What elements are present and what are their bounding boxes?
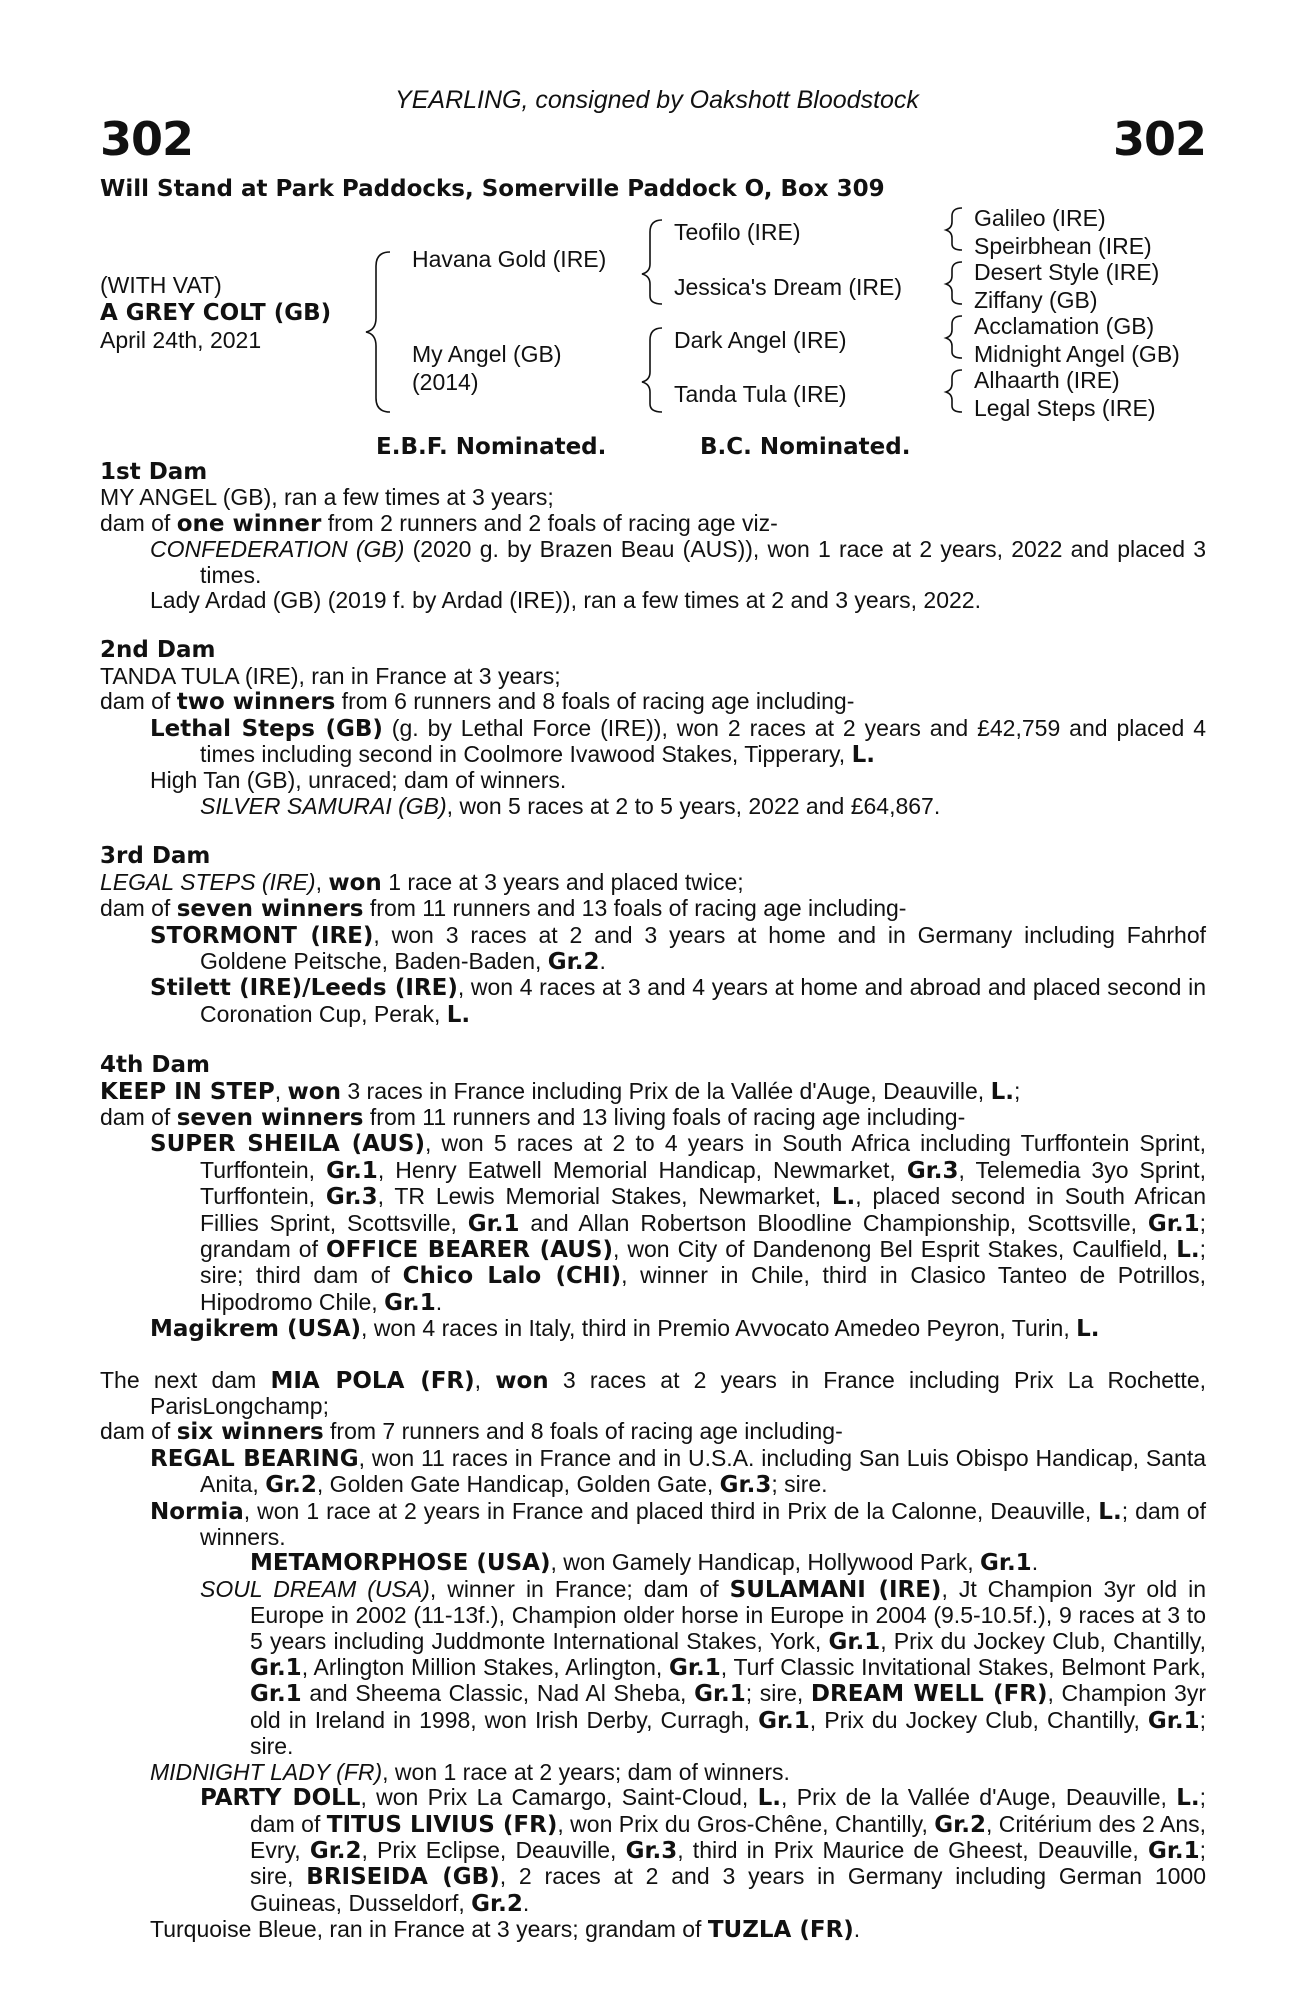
pedigree-sire-sire: Teofilo (IRE) [674, 219, 801, 245]
produce-record [100, 460, 1206, 1944]
dam2-offspring-1: Lethal Steps (GB) (g. by Lethal Force (IRE)), won 2 races at 2 years and £42,759 and placed 4 times including second in Coolmore Ivawood Stakes, Tipperary, L. [150, 714, 1206, 769]
pedigree-dam-dam: Tanda Tula (IRE) [674, 381, 847, 407]
next-dam-line1: The next dam MIA POLA (FR), won 3 races at 2 years in France including Prix La Rochette, ParisLongchamp; [100, 1366, 1206, 1419]
pedigree-g2: Speirbhean (IRE) [974, 233, 1152, 259]
next-dam-offspring-2a: METAMORPHOSE (USA), won Gamely Handicap, Hollywood Park, Gr.1. [250, 1549, 1039, 1577]
dam2-line2: dam of two winners from 6 runners and 8 foals of racing age including- [100, 688, 855, 716]
horse-name: A GREY COLT (GB) [100, 300, 332, 326]
dam2-heading: 2nd Dam [100, 637, 216, 664]
pedigree-dam-year: (2014) [412, 369, 479, 395]
dam4-offspring-2: Magikrem (USA), won 4 races in Italy, third in Premio Avvocato Amedeo Peyron, Turin, L. [150, 1315, 1100, 1343]
next-dam-offspring-3: MIDNIGHT LADY (FR), won 1 race at 2 years; dam of winners. [150, 1758, 790, 1785]
pedigree-sire: Havana Gold (IRE) [412, 246, 607, 272]
pedigree-g1: Galileo (IRE) [974, 205, 1106, 231]
dam4-line1: KEEP IN STEP, won 3 races in France including Prix de la Vallée d'Auge, Deauville, L.; [100, 1077, 1021, 1105]
dam3-offspring-2: Stilett (IRE)/Leeds (IRE), won 4 races at 3 and 4 years at home and abroad and placed second in Coronation Cup, Perak, L. [150, 974, 1206, 1028]
pedigree-g5: Acclamation (GB) [974, 313, 1155, 339]
dam2-offspring-2: High Tan (GB), unraced; dam of winners. [150, 767, 567, 794]
dam3-offspring-1: STORMONT (IRE), won 3 races at 2 and 3 years at home and in Germany including Fahrhof Goldene Peitsche, Baden-Baden, Gr.2. [150, 921, 1207, 975]
pedigree-dam-sire: Dark Angel (IRE) [674, 327, 847, 353]
page-subtitle: YEARLING, consigned by Oakshott Bloodstock [395, 86, 919, 114]
dam1-offspring-2: Lady Ardad (GB) (2019 f. by Ardad (IRE)), ran a few times at 2 and 3 years, 2022. [150, 587, 981, 614]
dam4-offspring-1: SUPER SHEILA (AUS), won 5 races at 2 to 4 years in South Africa including Turffontein Sprint, Turffontein, Gr.1, Henry Eatwell Memorial Handicap, Newmarket, Gr.3, Telemedia 3yo Sprint, Turffontein, Gr.3, TR Lewis Memorial Stakes, Newmarket, L., placed second in South African Fillies Sprint, Scottsville, Gr.1 and Allan Robertson Bloodline Championship, Scottsville, Gr.1; grandam of OFFICE BEARER (AUS), won City of Dandenong Bel Esprit Stakes, Caulfield, L.; sire; third dam of Chico Lalo (CHI), winner in Chile, third in Clasico Tanteo de Potrillos, Hipodromo Chile, Gr.1. [150, 1130, 1207, 1316]
dam1-offspring-1: CONFEDERATION (GB) (2020 g. by Brazen Beau (AUS)), won 1 race at 2 years, 2022 and placed 3 times. [150, 536, 1207, 588]
next-dam-offspring-4: Turquoise Bleue, ran in France at 3 years; grandam of TUZLA (FR). [150, 1916, 861, 1944]
dam3-heading: 3rd Dam [100, 843, 211, 870]
dam4-heading: 4th Dam [100, 1052, 210, 1079]
dam3-line1: LEGAL STEPS (IRE), won 1 race at 3 years and placed twice; [100, 868, 744, 896]
pedigree-g4: Ziffany (GB) [974, 287, 1098, 313]
vat-label: (WITH VAT) [100, 272, 222, 298]
pedigree-sire-dam: Jessica's Dream (IRE) [674, 274, 903, 300]
dam3-line2: dam of seven winners from 11 runners and 13 foals of racing age including- [100, 895, 907, 923]
dam4-line2: dam of seven winners from 11 runners and 13 living foals of racing age including- [100, 1103, 966, 1131]
next-dam-offspring-1: REGAL BEARING, won 11 races in France and in U.S.A. including San Luis Obispo Handicap, Santa Anita, Gr.2, Golden Gate Handicap, Golden Gate, Gr.3; sire. [150, 1444, 1206, 1499]
next-dam-offspring-2b: SOUL DREAM (USA), winner in France; dam of SULAMANI (IRE), Jt Champion 3yr old in Europe in 2002 (11-13f.), Champion older horse in Europe in 2004 (9.5-10.5f.), 9 races at 3 to 5 years including Juddmonte International Stakes, York, Gr.1, Prix du Jockey Club, Chantilly, Gr.1, Arlington Million Stakes, Arlington, Gr.1, Turf Classic Invitational Stakes, Belmont Park, Gr.1 and Sheema Classic, Nad Al Sheba, Gr.1; sire, DREAM WELL (FR), Champion 3yr old in Ireland in 1998, won Irish Derby, Curragh, Gr.1, Prix du Jockey Club, Chantilly, Gr.1; sire. [200, 1575, 1206, 1760]
dam1-heading: 1st Dam [100, 459, 208, 485]
pedigree-g6: Midnight Angel (GB) [974, 341, 1180, 367]
pedigree-dam: My Angel (GB) [412, 341, 562, 367]
foaling-date: April 24th, 2021 [100, 327, 262, 353]
dam2-offspring-3: SILVER SAMURAI (GB), won 5 races at 2 to 5 years, 2022 and £64,867. [200, 792, 941, 819]
dam1-line2: dam of one winner from 2 runners and 2 foals of racing age viz- [100, 509, 778, 537]
pedigree-g8: Legal Steps (IRE) [974, 395, 1156, 421]
next-dam-offspring-3a: PARTY DOLL, won Prix La Camargo, Saint-Cloud, L., Prix de la Vallée d'Auge, Deauville, L.; dam of TITUS LIVIUS (FR), won Prix du Gros-Chêne, Chantilly, Gr.2, Critérium des 2 Ans, Evry, Gr.2, Prix Eclipse, Deauville, Gr.3, third in Prix Maurice de Gheest, Deauville, Gr.1; sire, BRISEIDA (GB), 2 races at 2 and 3 years in Germany including German 1000 Guineas, Dusseldorf, Gr.2. [200, 1784, 1207, 1917]
ebf-nomination: E.B.F. Nominated. [376, 434, 607, 460]
dam2-line1: TANDA TULA (IRE), ran in France at 3 years; [100, 662, 561, 689]
lot-number-right: 302 [1112, 112, 1206, 166]
dam1-line1: MY ANGEL (GB), ran a few times at 3 years; [100, 484, 554, 511]
stand-location: Will Stand at Park Paddocks, Somerville Paddock O, Box 309 [100, 176, 885, 202]
pedigree-g7: Alhaarth (IRE) [974, 367, 1120, 393]
bc-nomination: B.C. Nominated. [700, 434, 911, 460]
pedigree-g3: Desert Style (IRE) [974, 259, 1160, 285]
next-dam-line2: dam of six winners from 7 runners and 8 foals of racing age including- [100, 1418, 843, 1446]
lot-number-left: 302 [100, 112, 194, 166]
next-dam-offspring-2: Normia, won 1 race at 2 years in France and placed third in Prix de la Calonne, Deauville, L.; dam of winners. [150, 1497, 1206, 1551]
